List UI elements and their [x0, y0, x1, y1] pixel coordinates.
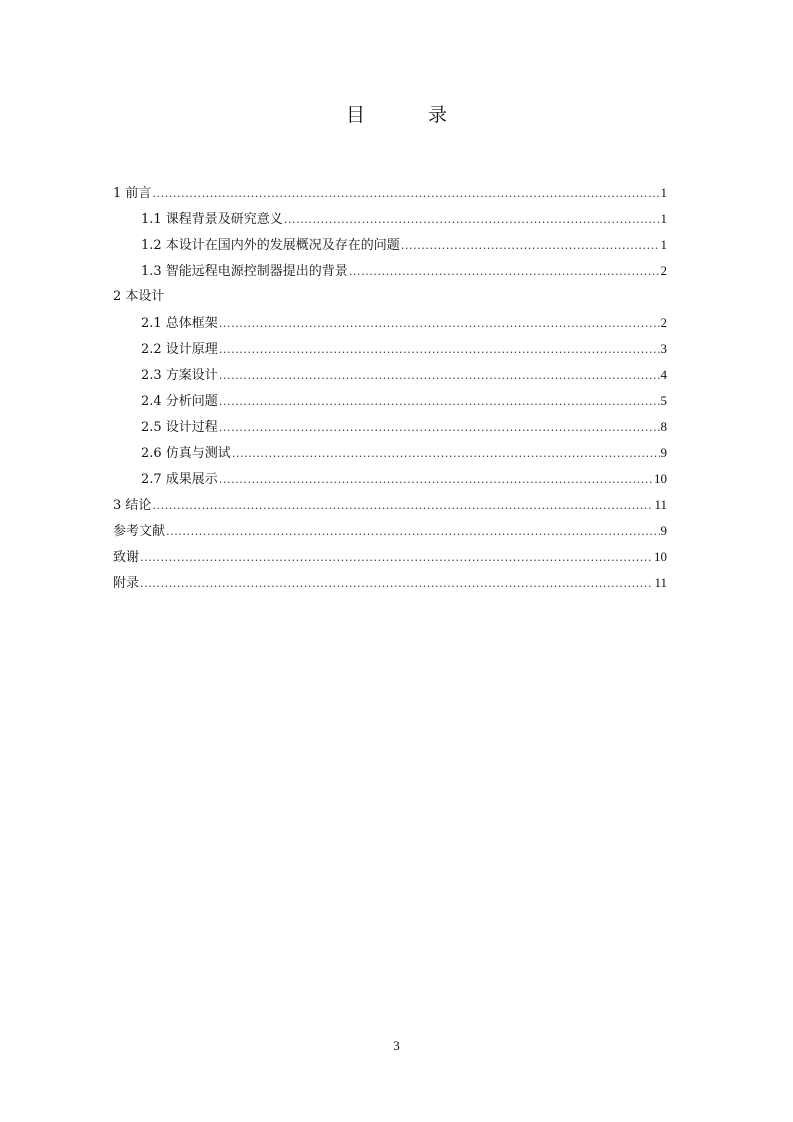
- toc-entry-page-number: 10: [654, 549, 667, 564]
- toc-entry-label: 附录: [113, 576, 140, 591]
- toc-entry[interactable]: [113, 284, 667, 310]
- toc-entry-page-number: 3: [660, 341, 667, 356]
- toc-entry[interactable]: [113, 336, 667, 362]
- toc-entry-page-number: 2: [660, 263, 667, 278]
- toc-dot-leader: [219, 415, 660, 441]
- toc-entry-page-number: 1: [660, 185, 667, 200]
- toc-entry[interactable]: [113, 362, 667, 388]
- toc-entry-label: 2.3 方案设计: [141, 368, 218, 383]
- toc-entry-label: 2.6 仿真与测试: [141, 446, 231, 461]
- toc-entry-label: 2.7 成果展示: [141, 472, 218, 487]
- toc-entry[interactable]: [113, 466, 667, 492]
- toc-entry-page-number: 10: [654, 471, 667, 486]
- toc-entry[interactable]: [113, 388, 667, 414]
- toc-entry-page-number: 2: [660, 315, 667, 330]
- toc-entry-label: 3 结论: [113, 498, 152, 513]
- toc-entry-page-number: 11: [654, 497, 667, 512]
- toc-dot-leader: [219, 337, 660, 363]
- toc-dot-leader: [219, 363, 660, 389]
- toc-entry-page-number: 1: [660, 237, 667, 252]
- toc-entry-label: 1.2 本设计在国内外的发展概况及存在的问题: [141, 238, 400, 253]
- toc-dot-leader: [219, 389, 660, 415]
- toc-entry[interactable]: [113, 206, 667, 232]
- toc-entry-page-number: 9: [660, 523, 667, 538]
- toc-dot-leader: [140, 571, 653, 597]
- toc-entry-label: 1.1 课程背景及研究意义: [141, 212, 283, 227]
- toc-entry-label: 致谢: [113, 550, 140, 565]
- toc-entry[interactable]: [113, 518, 667, 544]
- toc-dot-leader: [166, 519, 659, 545]
- toc-entry[interactable]: [113, 258, 667, 284]
- toc-entry[interactable]: [113, 232, 667, 258]
- toc-dot-leader: [152, 181, 659, 207]
- toc-dot-leader: [349, 259, 660, 285]
- toc-entry-label: 1 前言: [113, 186, 152, 201]
- page-title: 目 录: [345, 104, 469, 126]
- toc-entry-label: 参考文献: [113, 524, 166, 539]
- toc-dot-leader: [232, 441, 660, 467]
- toc-dot-leader: [284, 207, 660, 233]
- toc-dot-leader: [140, 545, 653, 571]
- toc-entry[interactable]: [113, 414, 667, 440]
- toc-dot-leader: [219, 467, 653, 493]
- page-number: 3: [393, 1038, 400, 1053]
- toc-entry[interactable]: [113, 544, 667, 570]
- toc-entry-label: 2.4 分析问题: [141, 394, 218, 409]
- toc-dot-leader: [152, 493, 653, 519]
- toc-entry-page-number: 1: [660, 211, 667, 226]
- table-of-contents: [113, 180, 667, 596]
- toc-entry-page-number: 5: [660, 393, 667, 408]
- toc-entry-page-number: 8: [660, 419, 667, 434]
- toc-entry[interactable]: [113, 570, 667, 596]
- toc-entry[interactable]: [113, 310, 667, 336]
- toc-entry[interactable]: [113, 180, 667, 206]
- toc-entry-label: 1.3 智能远程电源控制器提出的背景: [141, 264, 348, 279]
- toc-entry[interactable]: [113, 492, 667, 518]
- toc-entry-label: 2.5 设计过程: [141, 420, 218, 435]
- toc-entry-page-number: 11: [654, 575, 667, 590]
- toc-entry-label: 2 本设计: [113, 289, 165, 304]
- toc-dot-leader: [219, 311, 660, 337]
- toc-entry[interactable]: [113, 440, 667, 466]
- toc-entry-label: 2.2 设计原理: [141, 342, 218, 357]
- toc-entry-page-number: 9: [660, 445, 667, 460]
- toc-dot-leader: [401, 233, 660, 259]
- toc-entry-page-number: 4: [660, 367, 667, 382]
- toc-entry-label: 2.1 总体框架: [141, 316, 218, 331]
